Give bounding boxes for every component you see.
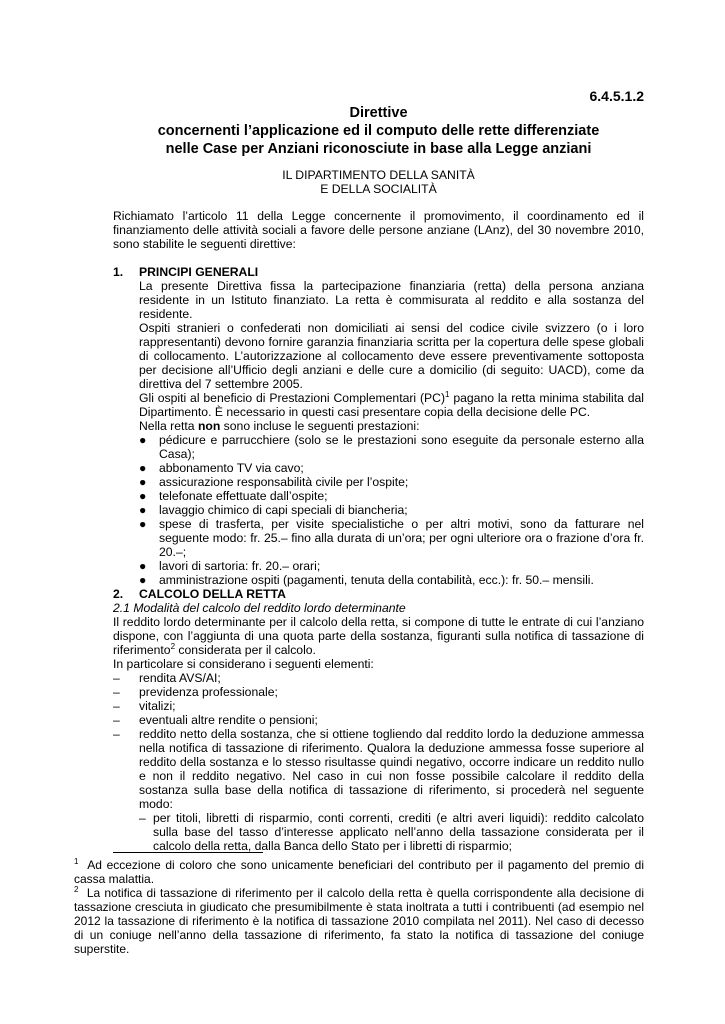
department-heading <box>113 168 644 196</box>
list-item: – rendita AVS/AI; <box>113 671 221 685</box>
footnote-number: 1 <box>74 857 79 866</box>
subsection-heading: 2.1 Modalità del calcolo del reddito lordo determinante <box>113 601 406 615</box>
dash-list <box>113 671 644 853</box>
paragraph: La presente Direttiva fissa la partecipazione finanziaria (retta) della persona anziana residente in un Istituto finanziato. La retta è commisurata al reddito e alla sostanza del residente. <box>139 279 644 321</box>
section-2-body <box>113 601 644 853</box>
list-item: ● amministrazione ospiti (pagamenti, tenuta della contabilità, ecc.): fr. 50.– mensili. <box>139 573 594 587</box>
list-item: ● assicurazione responsabilità civile per l’ospite; <box>139 475 409 489</box>
bullet-icon: ● <box>139 475 147 489</box>
footnote-text: La notifica di tassazione di riferimento per il calcolo della retta è quella corrispondente alla decisione di tassazione cresciuta in giudicato che presumibilmente è stata inoltrata a tutti i contribuenti (ad esempio nel 2012 la tassazione di riferimento è la notifica di tassazione 2010 compilata nel 2011). Nel caso di decesso di un coniuge nell’anno della tassazione di riferimento, fa stato la notifica di tassazione del coniuge superstite. <box>74 886 644 956</box>
bullet-icon: ● <box>139 559 147 573</box>
footnote-separator <box>113 852 263 853</box>
footnote-number: 2 <box>74 885 79 894</box>
section-number: 1. <box>113 265 124 279</box>
list-item: ● lavori di sartoria: fr. 20.– orari; <box>139 559 321 573</box>
dash-icon: – <box>113 713 120 727</box>
bullet-icon: ● <box>139 461 147 475</box>
intro-paragraph: Richiamato l’articolo 11 della Legge concernente il promovimento, il coordinamento ed il finanziamento delle attività sociali a favore delle persone anziane (LAnz), del 30 novembre 2010, sono stabilite le seguenti direttive: <box>113 209 644 251</box>
bullet-icon: ● <box>139 489 147 503</box>
list-item: ● pédicure e parrucchiere (solo se le prestazioni sono eseguite da personale esterno alla Casa); <box>139 433 644 461</box>
list-item: ● abbonamento TV via cavo; <box>139 461 304 475</box>
paragraph: Gli ospiti al beneficio di Prestazioni Complementari (PC)$^1$ pagano la retta minima stabilita dal Dipartimento. È necessario in questi casi presentare copia della decisione delle PC. <box>139 390 644 419</box>
document-title <box>113 104 644 158</box>
footnote-ref: 1 <box>445 390 450 399</box>
list-item: – reddito netto della sostanza, che si ottiene togliendo dal reddito lordo la deduzione ammessa nella notifica di tassazione di riferimento. Qualora la deduzione ammessa fosse superiore al reddito della sostanza e lo stesso risultasse quindi negativo, occorre indicare un reddito nullo e non il reddito negativo. Nel caso in cui non fosse possibile calcolare il reddito della sostanza sulla base della notifica di tassazione di riferimento, si procederà nel seguente modo: <box>113 727 644 811</box>
paragraph: Il reddito lordo determinante per il calcolo della retta, si compone di tutte le entrate di cui l’anziano dispone, con l’aggiunta di una quota parte della sostanza, figuranti sulla notifica di tassazione di riferimento$^2$ considerata per il calcolo. <box>113 615 644 657</box>
footnote-text: Ad eccezione di coloro che sono unicamente beneficiari del contributo per il pagamento del premio di cassa malattia. <box>74 858 644 886</box>
title-line: nelle Case per Anziani riconosciute in base alla Legge anziani <box>165 141 592 157</box>
list-item: ● lavaggio chimico di capi speciali di biancheria; <box>139 503 408 517</box>
sub-list-item: – per titoli, libretti di risparmio, conti correnti, crediti (e altri averi liquidi): reddito calcolato sulla base del tasso d’interesse applicato nell’anno della tassazione considerata per il calcolo della retta, dalla Banca dello Stato per i libretti di risparmio; <box>139 811 644 853</box>
dash-icon: – <box>113 671 120 685</box>
bullet-icon: ● <box>139 433 147 447</box>
list-item: ● spese di trasferta, per visite specialistiche o per altri motivi, sono da fatturare nel seguente modo: fr. 25.– fino alla durata di un’ora; per ogni ulteriore ora o frazione d’ora fr. 20.–; <box>139 517 644 559</box>
footnote-ref: 2 <box>170 642 176 651</box>
department-line: E DELLA SOCIALITÀ <box>320 182 437 196</box>
document-code: 6.4.5.1.2 <box>589 88 644 104</box>
title-line: concernenti l’applicazione ed il computo delle rette differenziate <box>157 123 600 139</box>
list-item: ● telefonate effettuate dall’ospite; <box>139 489 328 503</box>
department-line: IL DIPARTIMENTO DELLA SANITÀ <box>282 168 475 182</box>
footnote-2 <box>74 886 644 956</box>
list-item: – previdenza professionale; <box>113 685 278 699</box>
bullet-list <box>139 433 644 587</box>
bullet-icon: ● <box>139 517 147 531</box>
paragraph: In particolare si considerano i seguenti elementi: <box>113 657 374 671</box>
bullet-icon: ● <box>139 503 147 517</box>
dash-icon: – <box>113 699 120 713</box>
list-item: – eventuali altre rendite o pensioni; <box>113 713 318 727</box>
section-number: 2. <box>113 587 124 601</box>
bullet-icon: ● <box>139 573 147 587</box>
section-heading: PRINCIPI GENERALI <box>139 265 259 279</box>
dash-icon: – <box>139 811 146 825</box>
list-item: – vitalizi; <box>113 699 176 713</box>
paragraph: Ospiti stranieri o confederati non domiciliati ai sensi del codice civile svizzero (o i loro rappresentanti) devono fornire garanzia finanziaria scritta per la copertura delle spese globali di collocamento. L’autorizzazione al collocamento deve essere preventivamente sottoposta per decisione all’Ufficio degli anziani e delle cure a domicilio (di seguito: UACD), come da direttiva del 7 settembre 2005. <box>139 321 644 391</box>
section-heading: CALCOLO DELLA RETTA <box>139 587 286 601</box>
dash-icon: – <box>113 727 120 741</box>
title-line: Direttive <box>349 105 408 121</box>
footnote-1 <box>74 858 644 886</box>
dash-icon: – <box>113 685 120 699</box>
paragraph: Nella retta non sono incluse le seguenti prestazioni: <box>139 419 420 433</box>
